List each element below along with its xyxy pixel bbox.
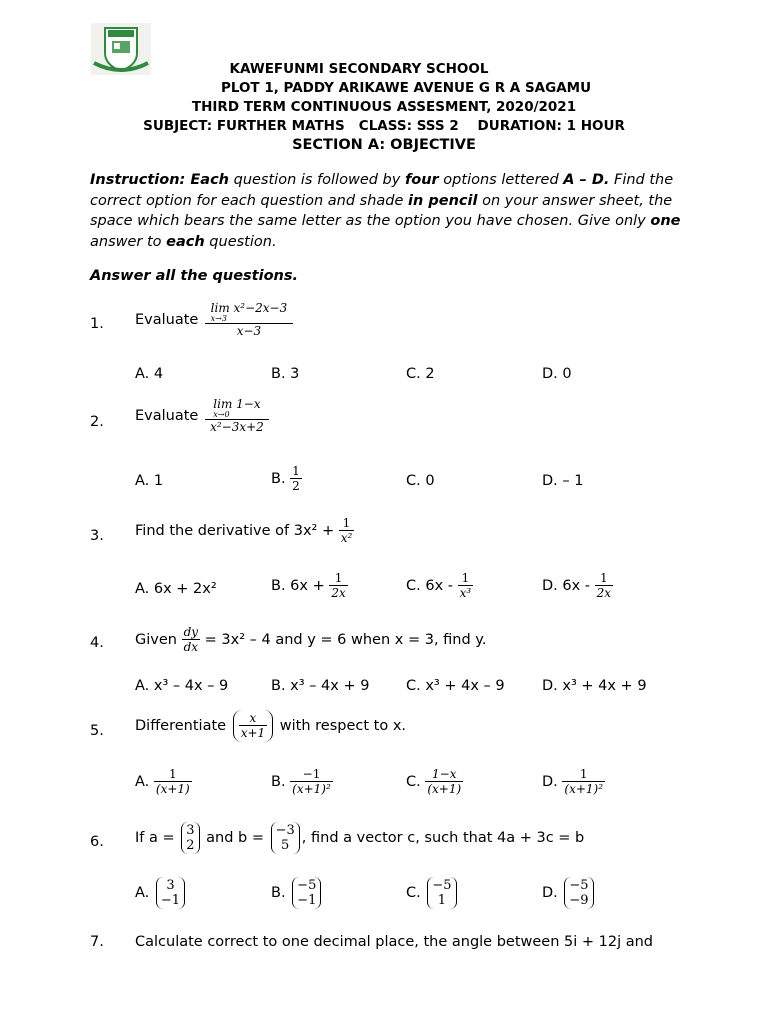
option-b[interactable]: B. $\frac{1}{2}$ (271, 464, 300, 493)
option-d[interactable]: D. $\frac{1}{\text{(x+1)²}}$ (542, 767, 604, 796)
vector-b: −3 5 (271, 822, 300, 854)
question-text: Find the derivative of 3x² + $\frac{1}{\text{x²}}$ (135, 516, 353, 545)
option-d[interactable]: D. – 1 (542, 473, 584, 489)
option-b[interactable]: B. $\frac{-1}{\text{(x+1)²}}$ (271, 767, 331, 796)
option-b[interactable]: B. −5 −1 (271, 877, 323, 909)
option-a[interactable]: A. 3 −1 (135, 877, 187, 909)
option-c[interactable]: C. 0 (406, 473, 435, 489)
option-b[interactable]: B. 3 (271, 366, 300, 382)
option-c[interactable]: C. 2 (406, 366, 435, 382)
option-a[interactable]: A. $\frac{1}{(x+1)}$ (135, 767, 190, 796)
question-number: 6. (90, 834, 104, 850)
subject-line: SUBJECT: FURTHER MATHS CLASS: SSS 2 DURATION: 1 HOUR (143, 118, 625, 134)
option-c[interactable]: C. −5 1 (406, 877, 459, 909)
question-text: Evaluate lim 1−x x→0 x²−3x+2 (135, 398, 269, 434)
option-b[interactable]: B. 6x + $\frac{1}{2x}$ (271, 571, 346, 600)
question-number: 3. (90, 528, 104, 544)
question-number: 2. (90, 414, 104, 430)
answer-all-heading: Answer all the questions. (90, 268, 299, 284)
option-a[interactable]: A. 6x + 2x² (135, 581, 217, 597)
option-c[interactable]: C. $\frac{1-x}{(x+1)}$ (406, 767, 462, 796)
option-a[interactable]: A. 4 (135, 366, 164, 382)
section-title: SECTION A: OBJECTIVE (292, 137, 476, 153)
question-text: If a = 3 2 and b = −3 5 , find a vector c, such that 4a + 3c = b (135, 823, 585, 853)
question-number: 5. (90, 723, 104, 739)
question-text: Given $\frac{dy}{dx}$ = 3x² – 4 and y = 6 when x = 3, find y. (135, 625, 487, 654)
question-text: Differentiate x x+1 with respect to x. (135, 711, 407, 740)
option-b[interactable]: B. x³ – 4x + 9 (271, 678, 370, 694)
option-a[interactable]: A. x³ – 4x – 9 (135, 678, 229, 694)
term-title: THIRD TERM CONTINUOUS ASSESMENT, 2020/2021 (191, 99, 577, 115)
option-c[interactable]: C. x³ + 4x – 9 (406, 678, 505, 694)
school-name: KAWEFUNMI SECONDARY SCHOOL (229, 61, 489, 77)
option-a[interactable]: A. 1 (135, 473, 164, 489)
option-d[interactable]: D. 0 (542, 366, 572, 382)
option-d[interactable]: D. x³ + 4x + 9 (542, 678, 647, 694)
school-address: PLOT 1, PADDY ARIKAWE AVENUE G R A SAGAMU (220, 80, 592, 96)
option-d[interactable]: D. −5 −9 (542, 877, 596, 909)
option-c[interactable]: C. 6x - $\frac{1}{\text{x³}}$ (406, 571, 472, 600)
question-text: Evaluate lim x²−2x−3 x→3 x−3 (135, 302, 293, 338)
question-number: 4. (90, 635, 104, 651)
instruction-paragraph: Instruction: Each question is followed by four options lettered A – D. Find the correct option for each question and shade in pencil on your answer sheet, the space which bears the same letter as the option you have chosen. Give only one answer to each question. (90, 172, 681, 250)
vector-a: 3 2 (181, 822, 199, 854)
question-text: Calculate correct to one decimal place, the angle between 5i + 12j and (135, 934, 654, 950)
option-d[interactable]: D. 6x - $\frac{1}{2x}$ (542, 571, 612, 600)
question-number: 7. (90, 934, 104, 950)
question-number: 1. (90, 316, 104, 332)
